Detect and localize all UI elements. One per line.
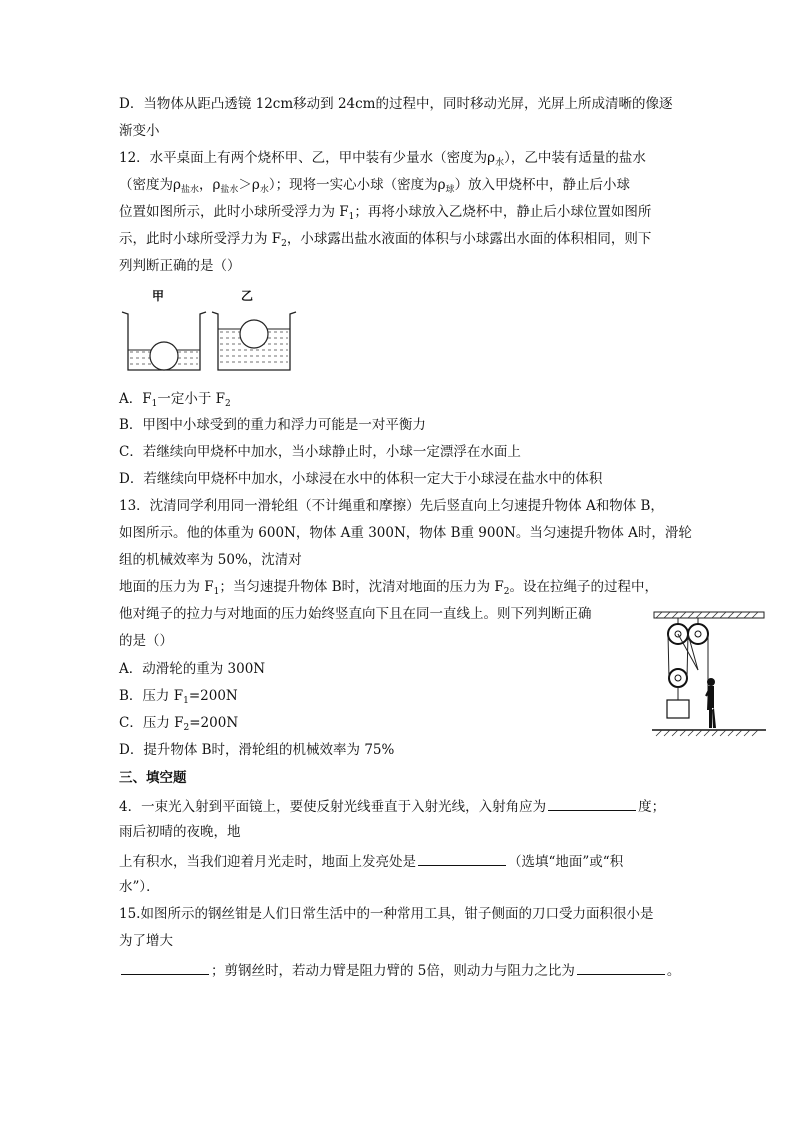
q12-stem-line5: 列判断正确的是（） (119, 258, 241, 274)
q12-option-c: C．若继续向甲烧杯中加水，当小球静止时，小球一定漂浮在水面上 (119, 444, 521, 460)
answer-blank[interactable] (418, 851, 506, 866)
beakers-figure (118, 286, 298, 376)
q12-stem-line4: 示，此时小球所受浮力为 $F_2$，小球露出盐水液面的体积与小球露出水面的体积相同，则下 (119, 231, 652, 249)
q12-option-b: B．甲图中小球受到的重力和浮力可能是一对平衡力 (119, 417, 426, 433)
q15-line3: ；剪钢丝时，若动力臂是阻力臂的 5倍，则动力与阻力之比为 。 (119, 960, 680, 980)
q12-option-a: A．$F_1$一定小于 $F_2$ (119, 391, 231, 409)
fixed-pulley-right (688, 624, 708, 644)
q13-stem-line5: 他对绳子的拉力与对地面的压力始终竖直向下且在同一直线上。则下列判断正确 (119, 606, 592, 622)
q13-option-a: A．动滑轮的重为 300N (119, 661, 266, 677)
q12-stem-line2: （密度为$\rho_{盐水}$，$\rho_{盐水}>\rho_水$）；现将一实心小球（密度为$\rho_球$）放入甲烧杯中，静止后小球 (119, 177, 631, 195)
answer-blank[interactable] (548, 796, 636, 811)
q14-line3: 上有积水，当我们迎着月光走时，地面上发亮处是 （选填“地面”或“积 (119, 851, 623, 871)
q13-option-c: C．压力 $F_2=200N$ (119, 715, 239, 733)
section-title: 三、填空题 (119, 770, 187, 786)
q13-stem-line1: 13．沈清同学利用同一滑轮组（不计绳重和摩擦）先后竖直向上匀速提升物体 A和物体 B， (119, 498, 664, 514)
q11-option-d-line1: D．当物体从距凸透镜 12cm移动到 24cm的过程中，同时移动光屏，光屏上所成清晰的像逐 (119, 96, 673, 112)
q15-line1: 15.如图所示的钢丝钳是人们日常生活中的一种常用工具，钳子侧面的刀口受力面积很小是 (119, 906, 654, 922)
q13-stem-line2: 如图所示。他的体重为 600N，物体 A重 300N，物体 B重 900N。当匀速提升物体 A时，滑轮 (119, 525, 692, 541)
answer-blank[interactable] (577, 960, 665, 975)
q11-option-d-line2: 渐变小 (119, 123, 160, 139)
q13-stem-line4: 地面的压力为 $F_1$；当匀速提升物体 B时，沈清对地面的压力为 $F_2$。设在拉绳子的过程中， (119, 579, 659, 597)
q15-line2: 为了增大 (119, 933, 173, 949)
q13-option-b: B．压力 $F_1=200N$ (119, 688, 238, 706)
q14-line2: 雨后初晴的夜晚，地 (119, 824, 241, 840)
q14-line4: 水”）． (119, 879, 160, 895)
load-block (667, 700, 689, 718)
q13-option-d: D．提升物体 B时，滑轮组的机械效率为 75% (119, 742, 395, 758)
q12-stem-line1: 12．水平桌面上有两个烧杯甲、乙，甲中装有少量水（密度为$\rho_水$），乙中装有适量的盐水 (119, 150, 646, 168)
q13-stem-line6: 的是（） (119, 633, 173, 649)
beaker-label-jia: 甲 (152, 289, 165, 303)
ball-yi (240, 320, 268, 348)
pulley-figure (650, 610, 768, 738)
movable-pulley (669, 669, 687, 687)
q14-line1: 4．一束光入射到平面镜上，要使反射光线垂直于入射光线，入射角应为 度； (119, 796, 665, 816)
beaker-label-yi: 乙 (241, 289, 254, 303)
answer-blank[interactable] (121, 960, 209, 975)
beaker-yi (212, 312, 296, 370)
q12-option-d: D．若继续向甲烧杯中加水，小球浸在水中的体积一定大于小球浸在盐水中的体积 (119, 471, 603, 487)
ball-jia (150, 342, 178, 370)
q12-stem-line3: 位置如图所示，此时小球所受浮力为 $F_1$；再将小球放入乙烧杯中，静止后小球位置如图所 (119, 204, 652, 222)
beaker-jia (122, 312, 206, 370)
q13-stem-line3: 组的机械效率为 50%，沈清对 (119, 552, 302, 568)
